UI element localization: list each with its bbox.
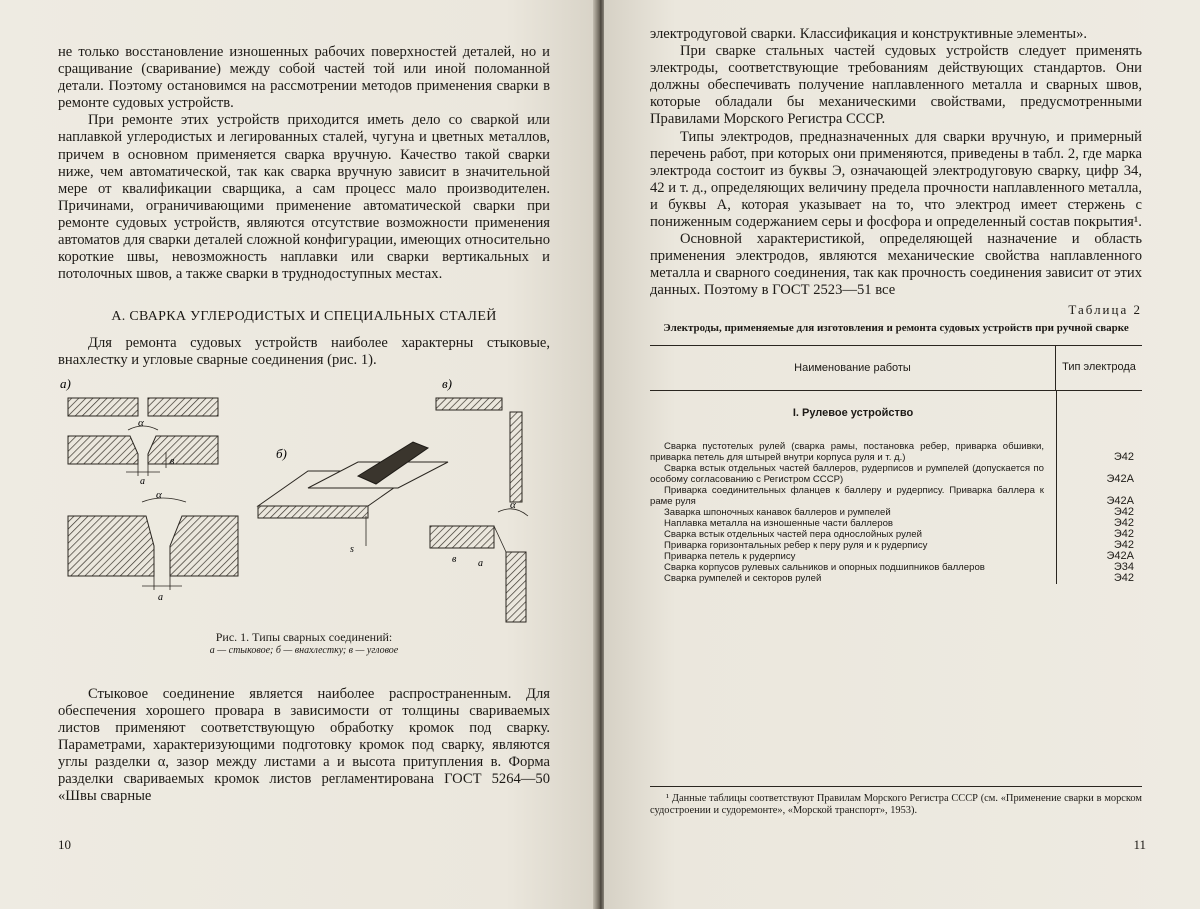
table-group-heading: I. Рулевое устройство <box>792 406 914 419</box>
table-row: Приварка петель к рудерпису Э42А <box>664 549 1134 562</box>
left-page <box>0 0 596 909</box>
table-row: Приварка горизонтальных ребер к перу руля и к рудерпису Э42 <box>664 538 1134 551</box>
table-title: Электроды, применяемые для изготовления и ремонта судовых устройств при ручной сварке <box>663 321 1129 334</box>
section-heading: А. СВАРКА УГЛЕРОДИСТЫХ И СПЕЦИАЛЬНЫХ СТАЛЕЙ <box>111 309 497 325</box>
svg-text:s: s <box>350 543 354 555</box>
svg-text:α: α <box>156 488 162 501</box>
right-text-column <box>650 26 1142 584</box>
page-number: 10 <box>58 837 71 852</box>
svg-text:а: а <box>158 591 163 603</box>
label-a: а) <box>60 375 71 391</box>
paragraph: не только восстановление изношенных рабочих поверхностей деталей, но и сращивание (сваривание) между собой частей той или иной поломанной детали. Поэтому остановимся на рассмотрении методов применения сварки в ремонте судовых устройств. <box>58 44 550 112</box>
footnote-text: ¹ Данные таблицы соответствуют Правилам Морского Регистра СССР (см. «Применение сварки в морском судостроении и судоремонте», «Морской транспорт», 1953). <box>650 793 1142 816</box>
paragraph: При сварке стальных частей судовых устройств следует применять электроды, соответствующие требованиям действующих стандартов. Они должны обеспечивать получение наплавленного металла и сварных швов, которые обладали бы механическими свойствами, предусмотренными Правилами Морского Регистра СССР. <box>650 43 1142 128</box>
svg-text:α: α <box>138 416 144 429</box>
paragraph: Типы электродов, предназначенных для сварки вручную, и примерный перечень работ, при которых они применяются, приведены в табл. 2, где марка электрода состоит из буквы Э, означающей электродуговую сварку, цифр 34, 42 и т. д., определяющих величину предела прочности наплавленного металла, и буквы А, которая указывает на то, что электрод имеет стержень с пониженным содержанием серы и фосфора и определенный состав покрытия¹. <box>650 128 1142 231</box>
table-row: Сварка встык отдельных частей пера однослойных рулей Э42 <box>664 527 1134 540</box>
svg-text:в: в <box>170 455 175 467</box>
weld-joint-drawing <box>58 376 550 624</box>
svg-text:а: а <box>478 557 483 569</box>
table-row: Приварка соединительных фланцев к баллеру и рудерпису. Приварка баллера к раме руля Э42А <box>650 484 1134 507</box>
svg-text:α: α <box>510 498 516 511</box>
table-row: Сварка румпелей и секторов рулей Э42 <box>664 571 1134 584</box>
page-number: 11 <box>1133 837 1146 852</box>
table-body <box>650 391 1142 584</box>
svg-text:а: а <box>140 475 145 487</box>
paragraph: Основной характеристикой, определяющей назначение и область применения электродов, являются механические свойства наплавленного металла и сварного соединения, так как прочность соединения зависит от этих данных. Поэтому в ГОСТ 2523—51 все <box>650 231 1142 299</box>
table-row: Наплавка металла на изношенные части баллеров Э42 <box>664 516 1134 529</box>
label-b: б) <box>276 445 287 461</box>
table-row: Сварка встык отдельных частей баллеров, рудерписов и румпелей (допускается по особому согласованию с Регистром СССР) Э42А <box>650 462 1134 485</box>
col-header-work: Наименование работы <box>794 361 911 374</box>
table-header <box>650 345 1142 391</box>
right-page <box>604 0 1200 909</box>
paragraph: При ремонте этих устройств приходится иметь дело со сваркой или наплавкой углеродистых и легированных сталей, чугуна и цветных металлов, причем в основном применяется сварка вручную. Качество такой сварки ниже, чем автоматической, так как сварка вручную зависит в значительной мере от квалификации сварщика, а сам процесс мало производителен. Причинами, ограничивающими применение автоматической сварки при ремонте судовых устройств, являются отсутствие возможности применения автоматов для сварки деталей сложной конфигурации, имеющих относительно короткие швы, невозможность наплавки или сварки вертикальных и потолочных швов, а также сварки в труднодоступных местах. <box>58 112 550 283</box>
table-row: Заварка шпоночных канавок баллеров и румпелей Э42 <box>664 505 1134 518</box>
figure-caption: Рис. 1. Типы сварных соединений: а — стыковое; б — внахлестку; в — угловое <box>209 629 399 656</box>
figure-weld-joints <box>58 376 550 624</box>
paragraph: Стыковое соединение является наиболее распространенным. Для обеспечения хорошего провара в зависимости от толщины свариваемых листов применяют соответствующую обработку кромок под сварку. Параметрами, характеризующими подготовку кромок под сварку, являются углы разделки α, зазор между листами а и высота притупления в. Форма разделки свариваемых кромок листов регламентирована ГОСТ 5264—50 «Швы сварные <box>58 685 550 805</box>
left-text-column <box>58 44 550 805</box>
paragraph: электродуговой сварки. Классификация и конструктивные элементы». <box>650 26 1088 42</box>
table-number: Таблица 2 <box>1068 301 1142 317</box>
col-header-type: Тип электрода <box>1055 346 1142 390</box>
table-row: Сварка пустотелых рулей (сварка рамы, постановка ребер, приварка обшивки, приварка петель для штырей внутри корпуса руля и т. д.) Э42 <box>650 440 1134 463</box>
svg-text:в: в <box>452 553 457 565</box>
footnote <box>650 786 1142 817</box>
table-row: Сварка корпусов рулевых сальников и опорных подшипников баллеров Э34 <box>664 560 1134 573</box>
electrode-table <box>650 345 1142 584</box>
label-v: в) <box>442 375 452 391</box>
paragraph: Для ремонта судовых устройств наиболее характерны стыковые, внахлестку и угловые сварные соединения (рис. 1). <box>58 335 550 369</box>
